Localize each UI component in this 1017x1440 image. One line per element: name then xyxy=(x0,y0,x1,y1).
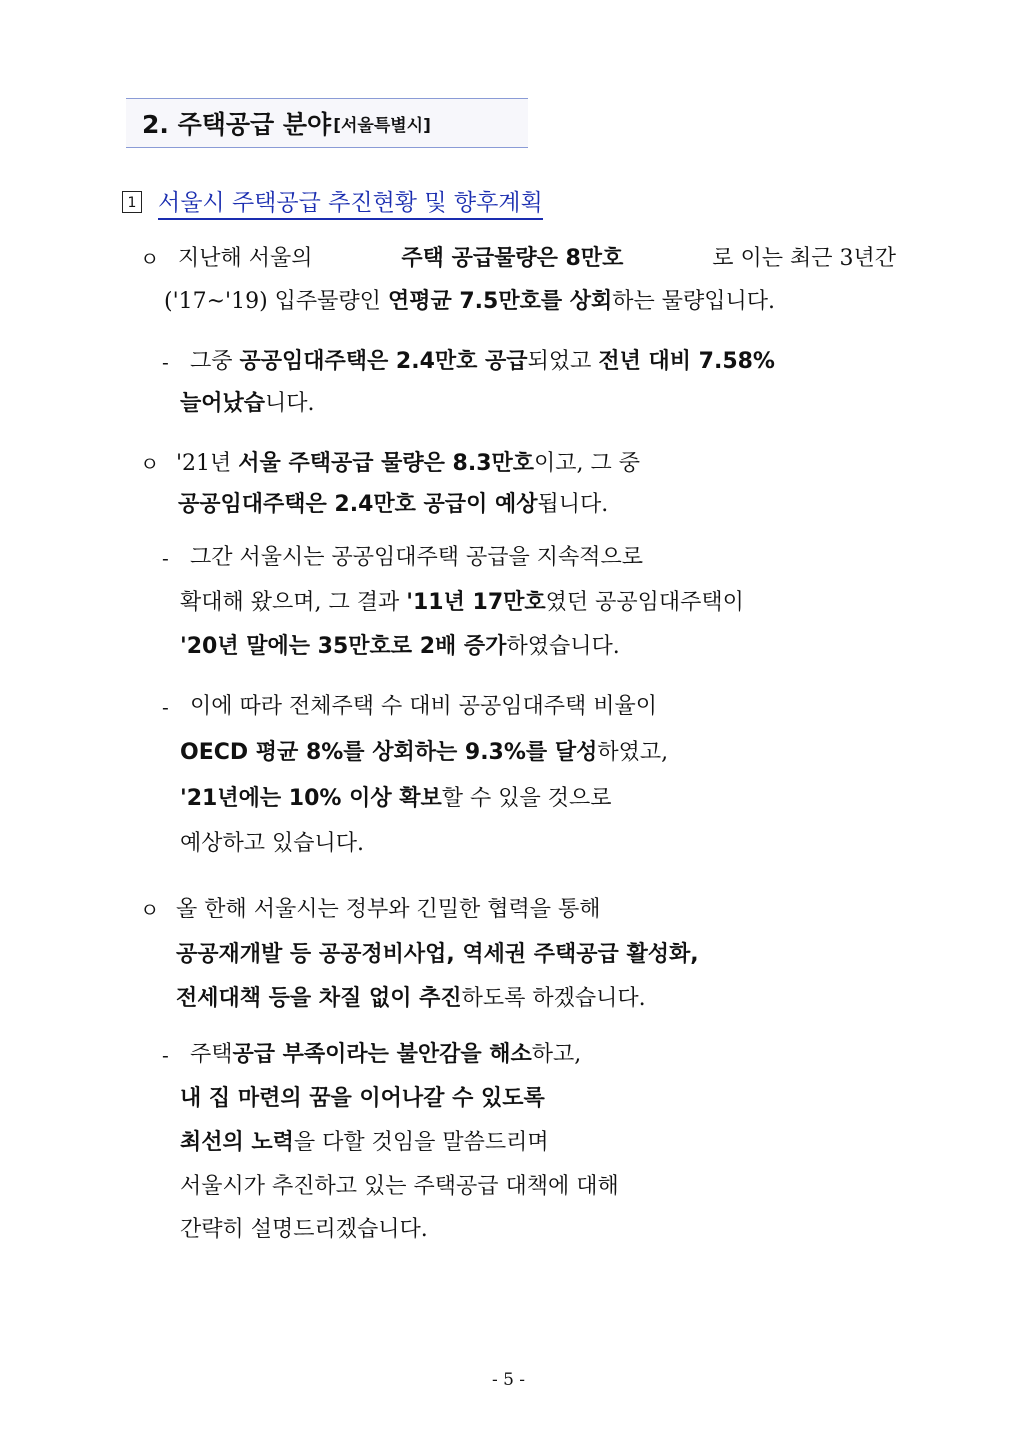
p3d-line-5: 간략히 설명드리겠습니다. xyxy=(180,1217,428,1242)
text-span: 할 수 있을 것으로 xyxy=(441,786,612,811)
text-span: 확대해 왔으며, 그 결과 xyxy=(180,590,407,615)
p3-line-3 xyxy=(176,984,646,1014)
text-span: 하도록 하겠습니다. xyxy=(461,986,646,1011)
p2-line-1 xyxy=(176,449,640,479)
circle-bullet: ㅇ xyxy=(140,247,160,271)
bold-span: 연평균 7.5만호를 상회 xyxy=(387,289,613,314)
bold-span: OECD 평균 8%를 상회하는 9.3%를 달성 xyxy=(180,740,598,765)
bold-span: 주택 공급물량은 8만호 xyxy=(401,246,624,271)
text-span: 이고, 그 중 xyxy=(534,451,641,476)
sub-heading-text: 서울시 주택공급 추진현황 및 향후계획 xyxy=(158,184,543,220)
p1d-line-1 xyxy=(190,347,896,377)
dash-bullet: - xyxy=(162,350,169,374)
p3d-line-1 xyxy=(190,1040,581,1070)
bold-span: 늘어났습 xyxy=(180,391,266,416)
p1-line-2 xyxy=(164,287,775,317)
bold-span: '21년에는 10% 이상 확보 xyxy=(180,786,442,811)
text-span: 주택 xyxy=(190,1042,233,1067)
dash-bullet: - xyxy=(162,1043,169,1067)
p3-line-1: 올 한해 서울시는 정부와 긴밀한 협력을 통해 xyxy=(176,897,601,922)
sub-heading xyxy=(122,184,543,220)
bold-span: 공급 부족이라는 불안감을 해소 xyxy=(232,1042,532,1067)
text-span: 하였습니다. xyxy=(506,634,620,659)
circle-bullet: ㅇ xyxy=(140,452,160,476)
bold-span: '11년 17만호 xyxy=(406,590,546,615)
bold-span: '20년 말에는 35만호로 2배 증가 xyxy=(180,634,507,659)
text-span: 로 이는 최근 3년간 xyxy=(712,246,896,271)
p1-line-1 xyxy=(178,244,896,274)
text-span: 하는 물량입니다. xyxy=(612,289,776,314)
p2d1-line-2 xyxy=(180,588,744,618)
p2d2-line-1: 이에 따라 전체주택 수 대비 공공임대주택 비율이 xyxy=(190,694,658,719)
section-title: 2. 주택공급 분야 xyxy=(142,110,332,139)
bold-span: 공공임대주택은 2.4만호 공급이 예상 xyxy=(178,492,538,517)
bold-span: 전년 대비 7.58% xyxy=(598,349,775,374)
text-span: ('17~'19) 입주물량인 xyxy=(164,289,388,314)
text-span: 하였고, xyxy=(597,740,669,765)
p1d-line-2 xyxy=(180,389,315,419)
text-span: 됩니다. xyxy=(537,492,609,517)
section-title-box xyxy=(126,98,528,148)
p3d-line-4: 서울시가 추진하고 있는 주택공급 대책에 대해 xyxy=(180,1174,619,1199)
dash-bullet: - xyxy=(162,546,169,570)
p2d1-line-1: 그간 서울시는 공공임대주택 공급을 지속적으로 xyxy=(190,545,644,570)
p2d2-line-3 xyxy=(180,784,612,814)
text-span: 지난해 서울의 xyxy=(178,246,313,271)
p3-line-2 xyxy=(176,940,699,970)
p2d2-line-2 xyxy=(180,738,668,768)
p2-line-2 xyxy=(178,490,608,520)
circle-bullet: ㅇ xyxy=(140,898,160,922)
p2d1-line-3 xyxy=(180,632,620,662)
bold-span: 서울 주택공급 물량은 8.3만호 xyxy=(238,451,535,476)
bold-span: 내 집 마련의 꿈을 이어나갈 수 있도록 xyxy=(180,1086,545,1111)
text-span: 되었고 xyxy=(527,349,599,374)
bold-span: 공공재개발 등 공공정비사업, 역세권 주택공급 활성화, xyxy=(176,942,699,967)
text-span: 그중 xyxy=(190,349,240,374)
dash-bullet: - xyxy=(162,695,169,719)
p2d2-line-4: 예상하고 있습니다. xyxy=(180,831,365,856)
text-span: '21년 xyxy=(176,451,239,476)
bold-span: 최선의 노력 xyxy=(180,1130,294,1155)
p3d-line-3 xyxy=(180,1128,549,1158)
p3d-line-2 xyxy=(180,1084,545,1114)
text-span: 니다. xyxy=(265,391,315,416)
text-span: 을 다할 것임을 말씀드리며 xyxy=(293,1130,549,1155)
text-span: 였던 공공임대주택이 xyxy=(545,590,744,615)
text-span: 하고, xyxy=(531,1042,582,1067)
boxed-number: 1 xyxy=(122,191,142,213)
page-number: - 5 - xyxy=(491,1370,526,1390)
bold-span: 전세대책 등을 차질 없이 추진 xyxy=(176,986,462,1011)
section-subtitle: [서울특별시] xyxy=(333,115,431,136)
bold-span: 공공임대주택은 2.4만호 공급 xyxy=(239,349,528,374)
